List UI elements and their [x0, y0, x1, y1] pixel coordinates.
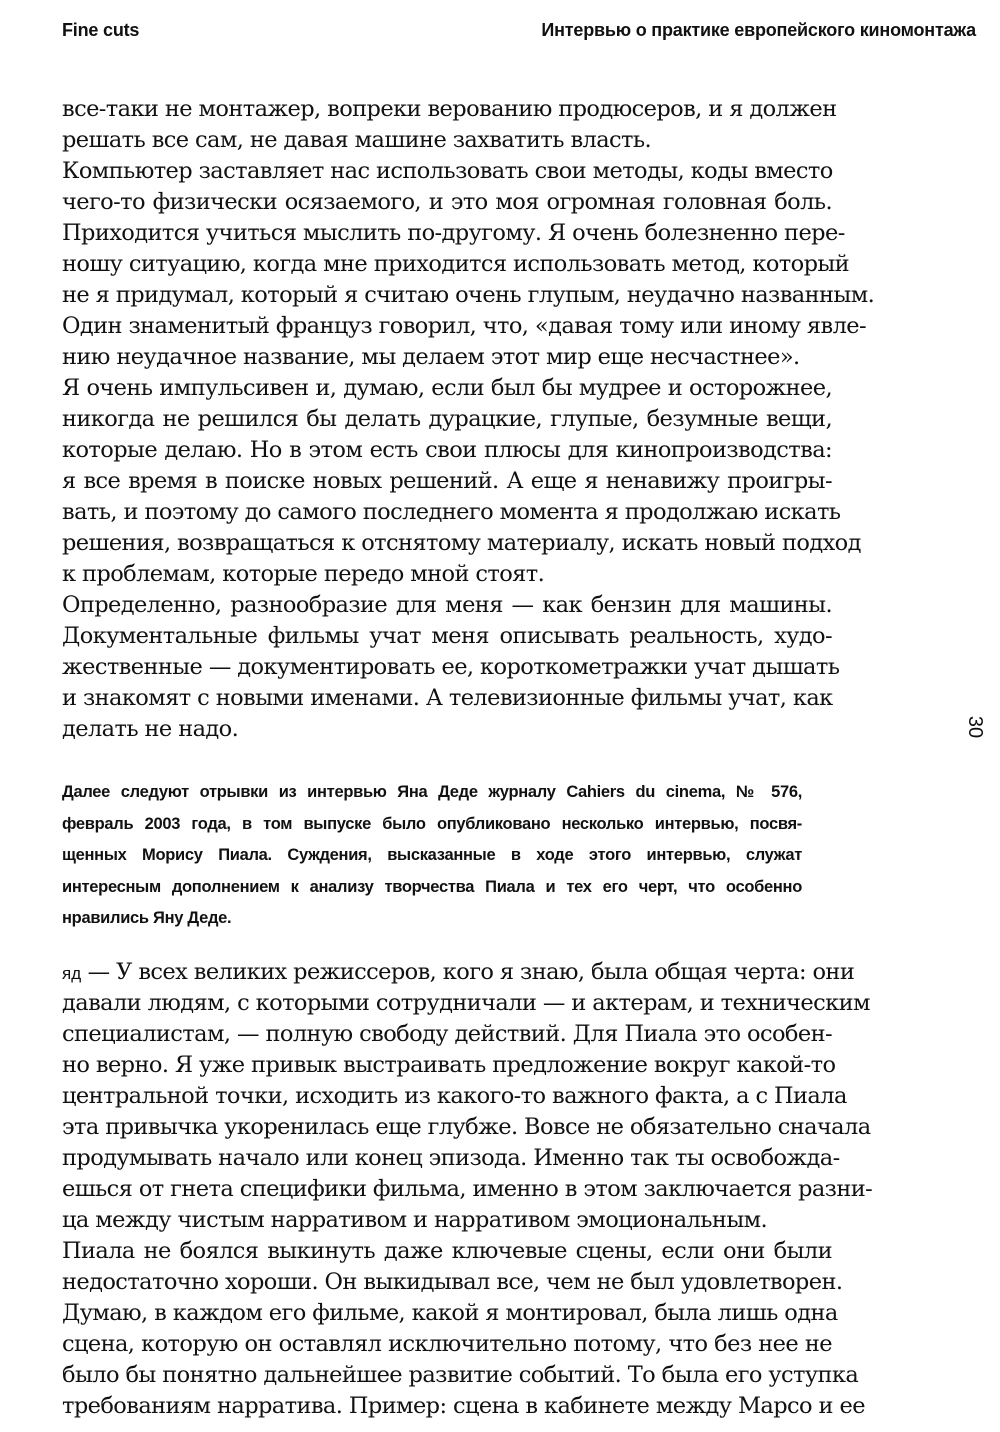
- page-number: 30: [964, 715, 986, 739]
- speaker-first-line: — У всех великих режиссеров, кого я знаю, была общая черта: они: [81, 959, 855, 985]
- running-head-left: Fine cuts: [62, 20, 140, 40]
- text-line: вать, и поэтому до самого последнего момента я продолжаю искать: [62, 499, 841, 525]
- text-line: решения, возвращаться к отснятому материалу, искать новый подход: [62, 530, 861, 556]
- text-line: к проблемам, которые передо мной стоят.: [62, 561, 545, 587]
- text-line: было бы понятно дальнейшее развитие событий. То была его уступка: [62, 1362, 859, 1388]
- text-line: [62, 957, 855, 988]
- text-line: интересным дополнением к анализу творчества Пиала и тех его черт, что особенно: [62, 877, 802, 896]
- text-line: я все время в поиске новых решений. А еще я ненавижу проигры-: [62, 468, 832, 494]
- text-line: делать не надо.: [62, 716, 239, 742]
- text-line: Определенно, разнообразие для меня — как бензин для машины.: [62, 592, 832, 618]
- text-line: Я очень импульсивен и, думаю, если был бы мудрее и осторожнее,: [62, 375, 832, 401]
- text-line: ешься от гнета специфики фильма, именно в этом заключается разни-: [62, 1176, 873, 1202]
- text-line: Пиала не боялся выкинуть даже ключевые сцены, если они были: [62, 1238, 832, 1264]
- main-text-section-2: [62, 957, 873, 1422]
- text-line: продумывать начало или конец эпизода. Именно так ты освобожда-: [62, 1145, 840, 1171]
- running-head-right: Интервью о практике европейского киномонтажа: [541, 20, 976, 40]
- text-line: Думаю, в каждом его фильме, какой я монтировал, была лишь одна: [62, 1300, 838, 1326]
- speaker-initials: яд: [62, 964, 82, 983]
- text-line: Документальные фильмы учат меня описывать реальность, худо-: [62, 623, 832, 649]
- text-line: ца между чистым нарративом и нарративом эмоциональным.: [62, 1207, 768, 1233]
- text-line: сцена, которую он оставлял исключительно потому, что без нее не: [62, 1331, 832, 1357]
- text-line: недостаточно хороши. Он выкидывал все, чем не был удовлетворен.: [62, 1269, 843, 1295]
- text-line: специалистам, — полную свободу действий. Для Пиала это особен-: [62, 1021, 832, 1047]
- text-line: нравились Яну Деде.: [62, 909, 232, 927]
- text-line: Один знаменитый француз говорил, что, «давая тому или иному явле-: [62, 313, 867, 339]
- text-line: но верно. Я уже привык выстраивать предложение вокруг какой-то: [62, 1052, 836, 1078]
- text-line: давали людям, с которыми сотрудничали — и актерам, и техническим: [62, 990, 870, 1016]
- text-line: Компьютер заставляет нас использовать свои методы, коды вместо: [62, 158, 833, 184]
- text-line: Приходится учиться мыслить по-другому. Я очень болезненно пере-: [62, 220, 845, 246]
- text-line: жественные — документировать ее, короткометражки учат дышать: [62, 654, 840, 680]
- text-line: которые делаю. Но в этом есть свои плюсы для кинопроизводства:: [62, 437, 832, 463]
- text-line: и знакомят с новыми именами. А телевизионные фильмы учат, как: [62, 685, 833, 711]
- text-line: центральной точки, исходить из какого-то важного факта, а с Пиала: [62, 1083, 847, 1109]
- text-line: ношу ситуацию, когда мне приходится использовать метод, который: [62, 251, 850, 277]
- text-line: никогда не решился бы делать дурацкие, глупые, безумные вещи,: [62, 406, 832, 432]
- text-line: щенных Морису Пиала. Суждения, высказанные в ходе этого интервью, служат: [62, 846, 802, 864]
- text-line: Далее следуют отрывки из интервью Яна Деде журналу Cahiers du cinema, № 576,: [62, 783, 802, 801]
- text-line: не я придумал, который я считаю очень глупым, неудачно названным.: [62, 282, 875, 308]
- text-line: февраль 2003 года, в том выпуске было опубликовано несколько интервью, посвя-: [62, 814, 802, 833]
- text-line: требованиям нарратива. Пример: сцена в кабинете между Марсо и ее: [62, 1393, 865, 1419]
- text-line: эта привычка укоренилась еще глубже. Вовсе не обязательно сначала: [62, 1114, 871, 1140]
- text-line: чего-то физически осязаемого, и это моя огромная головная боль.: [62, 189, 832, 215]
- text-line: нию неудачное название, мы делаем этот мир еще несчастнее».: [62, 344, 800, 370]
- main-text-section-1: [62, 94, 875, 745]
- text-line: решать все сам, не давая машине захватить власть.: [62, 127, 652, 153]
- editorial-note: [62, 777, 802, 935]
- text-line: все-таки не монтажер, вопреки верованию продюсеров, и я должен: [62, 96, 837, 122]
